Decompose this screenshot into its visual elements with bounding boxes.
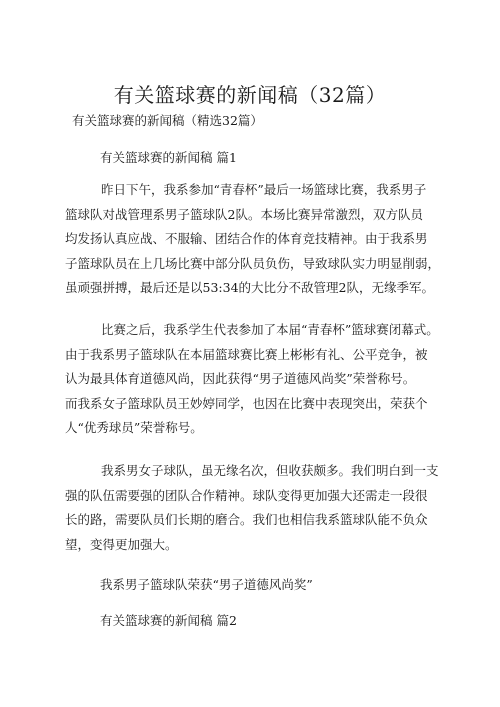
paragraph-line: 比赛之后，我系学生代表参加了本届“青春杯”篮球赛闭幕式。 [101, 322, 439, 337]
paragraph-1 [65, 178, 445, 301]
article-heading-2: 有关篮球赛的新闻稿 篇2 [100, 613, 237, 628]
paragraph-line: 认为最具体育道德风尚，因此获得“男子道德风尚奖”荣誉称号。 [65, 371, 416, 386]
page-title: 有关篮球赛的新闻稿（32篇） [113, 83, 387, 107]
paragraph-line: 篮球队对战管理系男子篮球队2队。本场比赛异常激烈，双方队员 [65, 206, 423, 222]
paragraph-line: 均发扬认真应战、不服输、团结合作的体育竞技精神。由于我系男 [65, 231, 428, 246]
paragraph-line: 由于我系男子篮球队在本届篮球赛比赛上彬彬有礼、公平竞争，被 [65, 346, 428, 362]
closing-line: 我系男子篮球队荣获“男子道德风尚奖” [100, 577, 313, 592]
paragraph-line: 人“优秀球员”荣誉称号。 [65, 420, 203, 435]
article-heading-1: 有关篮球赛的新闻稿 篇1 [100, 150, 237, 165]
paragraph-line: 强的队伍需要强的团队合作精神。球队变得更加强大还需走一段很 [65, 487, 428, 503]
paragraph-3 [65, 459, 445, 557]
paragraph-line: 长的路，需要队员们长期的磨合。我们也相信我系篮球队能不负众 [65, 512, 428, 527]
paragraph-line: 昨日下午，我系参加“青春杯”最后一场篮球比赛，我系男子 [101, 182, 427, 197]
paragraph-line: 我系男女子球队，虽无缘名次，但收获颇多。我们明白到一支 [101, 463, 439, 478]
document-subtitle: 有关篮球赛的新闻稿（精选32篇） [72, 113, 263, 128]
paragraph-line: 望，变得更加强大。 [65, 536, 178, 552]
paragraph-2 [65, 318, 445, 441]
paragraph-line: 虽顽强拼搏，最后还是以53:34的大比分不敌管理2队，无缘季军。 [65, 280, 434, 295]
paragraph-line: 子篮球队员在上几场比赛中部分队员负伤，导致球队实力明显削弱， [65, 255, 441, 271]
paragraph-line: 而我系女子篮球队员王妙婷同学，也因在比赛中表现突出，荣获个 [65, 395, 428, 411]
